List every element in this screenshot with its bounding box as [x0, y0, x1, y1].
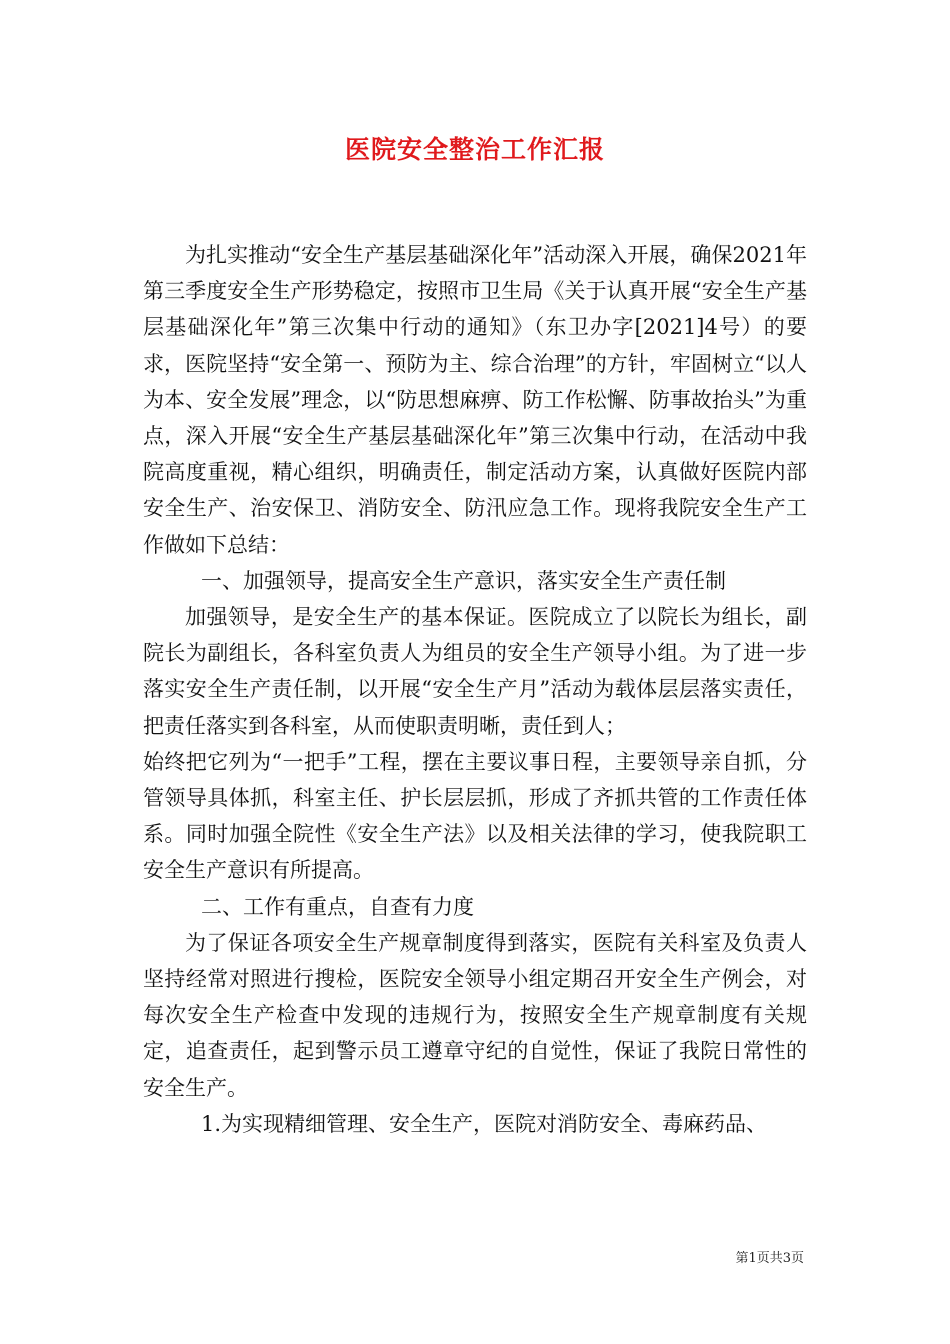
section-heading-2: 二、工作有重点，自查有力度	[201, 894, 474, 919]
page-number: 第1页共3页	[735, 1251, 804, 1266]
section-heading-1: 一、加强领导，提高安全生产意识，落实安全生产责任制	[201, 568, 726, 593]
paragraph-inspection: 为了保证各项安全生产规章制度得到落实，医院有关科室及负责人坚持经常对照进行搜检，医院安全领导小组定期召开安全生产例会，对每次安全生产检查中发现的违规行为，按照安全生产规章制度有关规定，追查责任，起到警示员工遵章守纪的自觉性，保证了我院日常性的安全生产。	[143, 930, 807, 1100]
paragraph-intro: 为扎实推动“安全生产基层基础深化年”活动深入开展，确保2021年第三季度安全生产形势稳定，按照市卫生局《关于认真开展“安全生产基层基础深化年”第三次集中行动的通知》（东卫办字[2021]4号）的要求，医院坚持“安全第一、预防为主、综合治理”的方针，牢固树立“以人为本、安全发展”理念，以“防思想麻痹、防工作松懈、防事故抬头”为重点，深入开展“安全生产基层基础深化年”第三次集中行动，在活动中我院高度重视，精心组织，明确责任，制定活动方案，认真做好医院内部安全生产、治安保卫、消防安全、防汛应急工作。现将我院安全生产工作做如下总结：	[143, 243, 807, 557]
list-item-1: 1.为实现精细管理、安全生产，医院对消防安全、毒麻药品、	[201, 1111, 768, 1136]
paragraph-leadership: 加强领导，是安全生产的基本保证。医院成立了以院长为组长，副院长为副组长，各科室负责人为组员的安全生产领导小组。为了进一步落实安全生产责任制，以开展“安全生产月”活动为载体层层落实责任，把责任落实到各科室，从而使职责明晰，责任到人；	[143, 605, 807, 738]
document-body	[143, 237, 807, 1142]
document-title: 医院安全整治工作汇报	[344, 135, 605, 164]
paragraph-leadership-continued: 始终把它列为“一把手”工程，摆在主要议事日程，主要领导亲自抓，分管领导具体抓，科室主任、护长层层抓，形成了齐抓共管的工作责任体系。同时加强全院性《安全生产法》以及相关法律的学习，使我院职工安全生产意识有所提高。	[143, 749, 807, 883]
